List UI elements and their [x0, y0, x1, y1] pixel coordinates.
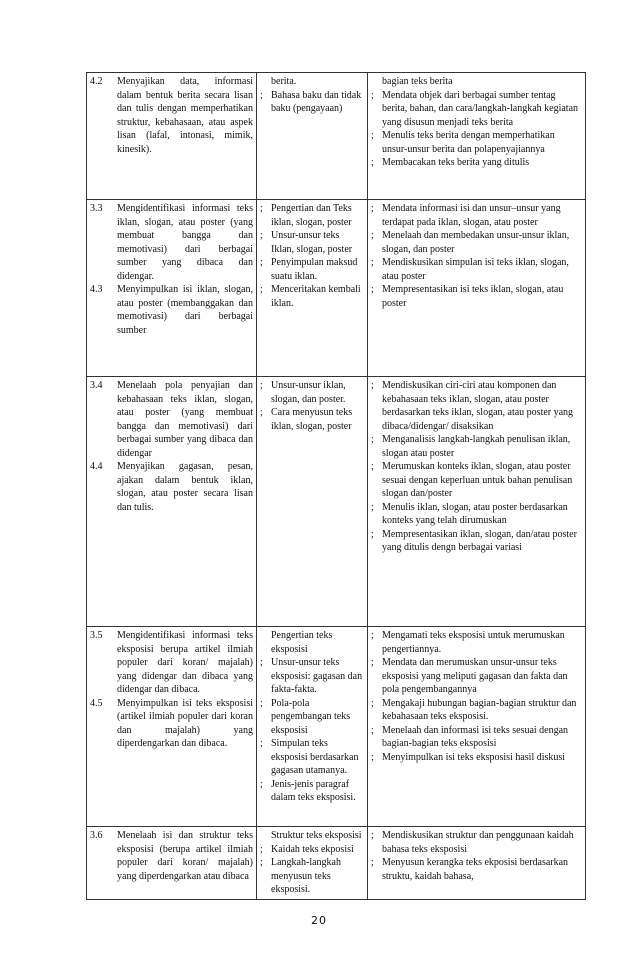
materi-text: Langkah-langkah menyusun teks eksposisi.	[271, 857, 341, 895]
bullet-glyph: ;	[371, 461, 374, 472]
kegiatan-text: Membacakan teks berita yang ditulis	[382, 157, 530, 168]
bullet-glyph: ;	[371, 130, 374, 141]
materi-text: Cara menyusun teks iklan, slogan, poster	[271, 407, 353, 432]
kegiatan-item	[371, 283, 582, 310]
kd-text: Menelaah isi dan struktur teks eksposisi (berupa artikel ilmiah populer dari koran/ majalah) yang diperdengarkan atau dibaca	[117, 830, 253, 882]
bullet-glyph: ;	[371, 751, 374, 763]
kd-item	[90, 202, 253, 283]
kd-number: 4.2	[90, 76, 103, 87]
kd-item	[90, 75, 253, 156]
bullet-glyph: ;	[260, 230, 263, 241]
bullet-glyph: ;	[260, 778, 263, 790]
table-row	[87, 627, 586, 827]
materi-cell	[257, 73, 368, 200]
bullet-glyph: ;	[371, 434, 374, 445]
bullet-glyph: ;	[371, 284, 374, 295]
materi-item	[260, 89, 364, 116]
kegiatan-cell	[368, 377, 586, 627]
kegiatan-item	[371, 379, 582, 433]
syllabus-table-body	[87, 73, 586, 900]
kegiatan-item	[371, 829, 582, 856]
materi-item	[260, 843, 364, 857]
materi-item	[260, 256, 364, 283]
bullet-glyph: ;	[260, 407, 263, 418]
table-row	[87, 73, 586, 200]
bullet-glyph: ;	[371, 657, 374, 668]
kegiatan-text: Mengamati teks eksposisi untuk merumuskan pengertiannya.	[382, 630, 565, 655]
kegiatan-item	[371, 751, 582, 765]
syllabus-table	[86, 72, 586, 900]
materi-lead: Struktur teks eksposisi	[271, 830, 362, 841]
kegiatan-item	[371, 229, 582, 256]
kegiatan-cell	[368, 200, 586, 377]
materi-item	[260, 283, 364, 310]
bullet-glyph: ;	[371, 89, 374, 101]
materi-text: Jenis-jenis paragraf dalam teks eksposisi.	[271, 778, 356, 803]
bullet-glyph: ;	[260, 857, 263, 868]
kegiatan-text: Menulis teks berita dengan memperhatikan unsur-unsur berita dan polapenyajiannya	[382, 130, 555, 155]
kd-text: Mengidentifikasi informasi teks iklan, slogan, atau poster (yang membuat bangga dan memotivasi) dari berbagai sumber yang dibaca dan didengar.	[117, 203, 253, 282]
materi-cell	[257, 200, 368, 377]
kegiatan-cell	[368, 827, 586, 900]
bullet-glyph: ;	[371, 157, 374, 168]
kegiatan-cell	[368, 627, 586, 827]
kd-number: 3.3	[90, 203, 103, 214]
kd-text: Menyimpulkan isi iklan, slogan, atau poster (membanggakan dan memotivasi) dari berbagai sumber	[117, 284, 253, 336]
kegiatan-text: Mendata objek dari berbagai sumber tentag berita, bahan, dan cara/langkah-langkah kegiatan yang disusun menjadi teks berita	[382, 89, 579, 128]
kegiatan-text: Mendiskusikan simpulan isi teks iklan, slogan, atau poster	[382, 257, 569, 282]
bullet-glyph: ;	[371, 724, 374, 736]
kegiatan-text: Mempresentasikan iklan, slogan, dan/atau poster yang ditulis dengn berbagai variasi	[382, 528, 577, 553]
kegiatan-item	[371, 528, 582, 555]
materi-text: Penyimpulan maksud suatu iklan.	[271, 257, 358, 282]
materi-text: Simpulan teks eksposisi berdasarkan gagasan utamanya.	[271, 738, 359, 776]
kd-item	[90, 460, 253, 514]
kegiatan-item	[371, 89, 582, 130]
kegiatan-item	[371, 856, 582, 883]
kd-number: 4.4	[90, 461, 103, 472]
kegiatan-item	[371, 129, 582, 156]
materi-item	[260, 737, 364, 778]
kegiatan-text: Menelaah dan membedakan unsur-unsur iklan, slogan, dan poster	[382, 230, 570, 255]
kegiatan-text: Mempresentasikan isi teks iklan, slogan, atau poster	[382, 284, 564, 309]
materi-lead: berita.	[271, 76, 297, 87]
kegiatan-item	[371, 156, 582, 170]
bullet-glyph: ;	[371, 230, 374, 241]
bullet-glyph: ;	[371, 380, 374, 391]
kd-item	[90, 283, 253, 337]
kd-item	[90, 829, 253, 883]
kegiatan-text: Menyusun kerangka teks ekposisi berdasarkan struktu, kaidah bahasa,	[382, 857, 569, 882]
kd-number: 3.6	[90, 830, 103, 841]
kd-item	[90, 629, 253, 697]
bullet-glyph: ;	[371, 630, 374, 641]
bullet-glyph: ;	[260, 657, 263, 668]
kegiatan-item	[371, 656, 582, 697]
materi-text: Pengertian dan Teks iklan, slogan, poster	[271, 203, 352, 228]
kegiatan-text: Mengakaji hubungan bagian-bagian struktur dan kebahasaan teks eksposisi.	[382, 697, 577, 722]
materi-item	[260, 202, 364, 229]
kd-number: 3.5	[90, 630, 103, 641]
kd-number: 4.5	[90, 697, 103, 709]
materi-item	[260, 697, 364, 738]
kd-text: Menyajikan gagasan, pesan, ajakan dalam bentuk iklan, slogan, atau poster secara lisan dan tulis.	[117, 461, 253, 513]
kd-text: Menyajikan data, informasi dalam bentuk berita secara lisan dan tulis dengan memperhatikan struktur, kebahasaan, atau aspek lisan (lafal, intonasi, mimik, kinesik).	[117, 76, 253, 155]
kegiatan-text: Menulis iklan, slogan, atau poster berdasarkan konteks yang telah dirumuskan	[382, 501, 568, 526]
kd-text: Mengidentifikasi informasi teks eksposisi berupa artikel ilmiah populer dari koran/ majalah) yang didengar dan dibaca yang didengar dan dibaca.	[117, 630, 253, 695]
kegiatan-item	[371, 433, 582, 460]
kegiatan-cell	[368, 73, 586, 200]
materi-text: Pola-pola pengembangan teks eksposisi	[271, 697, 351, 736]
kd-number: 3.4	[90, 380, 103, 391]
materi-cell	[257, 827, 368, 900]
kd-cell	[87, 827, 257, 900]
kegiatan-text: Merumuskan konteks iklan, slogan, atau poster sesuai dengan keperluan untuk bahan penulisan slogan dan/poster	[382, 461, 573, 499]
kd-cell	[87, 377, 257, 627]
materi-text: Bahasa baku dan tidak baku (pengayaan)	[271, 89, 362, 114]
kegiatan-text: Mendata dan merumuskan unsur-unsur teks eksposisi yang meliputi gagasan dan fakta dan pola pengembangannya	[382, 657, 568, 695]
bullet-glyph: ;	[371, 203, 374, 214]
kegiatan-lead: bagian teks berita	[382, 76, 453, 87]
materi-lead: Pengertian teks eksposisi	[271, 630, 333, 655]
kd-cell	[87, 627, 257, 827]
bullet-glyph: ;	[260, 380, 263, 391]
bullet-glyph: ;	[260, 257, 263, 268]
bullet-glyph: ;	[371, 830, 374, 841]
kegiatan-text: Menelaah dan informasi isi teks sesuai dengan bagian-bagian teks eksposisi	[382, 724, 569, 749]
table-row	[87, 827, 586, 900]
materi-cell	[257, 377, 368, 627]
materi-text: Unsur-unsur iklan, slogan, dan poster.	[271, 380, 346, 405]
materi-text: Kaidah teks ekposisi	[271, 843, 354, 855]
materi-cell	[257, 627, 368, 827]
bullet-glyph: ;	[371, 501, 374, 513]
bullet-glyph: ;	[260, 89, 263, 101]
bullet-glyph: ;	[371, 528, 374, 540]
materi-text: Unsur-unsur teks Iklan, slogan, poster	[271, 230, 353, 255]
bullet-glyph: ;	[260, 697, 263, 709]
bullet-glyph: ;	[260, 738, 263, 749]
table-row	[87, 377, 586, 627]
kegiatan-item	[371, 460, 582, 501]
kd-number: 4.3	[90, 284, 103, 295]
kegiatan-text: Mendata informasi isi dan unsur–unsur yang terdapat pada iklan, slogan, atau poster	[382, 203, 561, 228]
bullet-glyph: ;	[371, 857, 374, 868]
kd-text: Menyimpulkan isi teks eksposisi (artikel ilmiah populer dari koran dan majalah) yang diperdengarkan dan dibaca.	[117, 697, 253, 749]
materi-item	[260, 229, 364, 256]
kegiatan-item	[371, 724, 582, 751]
kd-item	[90, 379, 253, 460]
kd-cell	[87, 73, 257, 200]
kegiatan-item	[371, 256, 582, 283]
materi-item	[260, 778, 364, 805]
bullet-glyph: ;	[371, 257, 374, 268]
kegiatan-item	[371, 697, 582, 724]
kd-text: Menelaah pola penyajian dan kebahasaan teks iklan, slogan, atau poster (yang membuat bangga dan memotivasi) dari berbagai sumber yang dibaca dan didengar	[117, 380, 253, 459]
table-row	[87, 200, 586, 377]
materi-item	[260, 379, 364, 406]
kegiatan-text: Mendiskusikan ciri-ciri atau komponen dan kebahasaan teks iklan, slogan, atau poster berdasarkan teks iklan, slogan, atau poster yang dibaca/didengar/ disaksikan	[382, 380, 574, 432]
kd-item	[90, 697, 253, 751]
kegiatan-item	[371, 202, 582, 229]
kegiatan-text: Menyimpulkan isi teks eksposisi hasil diskusi	[382, 751, 566, 763]
page-number: 20	[311, 914, 327, 927]
kegiatan-text: Menganalisis langkah-langkah penulisan iklan, slogan atau poster	[382, 434, 571, 459]
bullet-glyph: ;	[260, 843, 263, 855]
kegiatan-item	[371, 501, 582, 528]
bullet-glyph: ;	[260, 284, 263, 295]
bullet-glyph: ;	[371, 697, 374, 709]
materi-item	[260, 856, 364, 897]
materi-item	[260, 406, 364, 433]
kegiatan-item	[371, 629, 582, 656]
kd-cell	[87, 200, 257, 377]
kegiatan-text: Mendiskusikan struktur dan penggunaan kaidah bahasa teks eksposisi	[382, 830, 574, 855]
bullet-glyph: ;	[260, 203, 263, 214]
materi-text: Menceritakan kembali iklan.	[271, 284, 361, 309]
materi-item	[260, 656, 364, 697]
materi-text: Unsur-unsur teks eksposisi: gagasan dan fakta-fakta.	[271, 657, 363, 695]
